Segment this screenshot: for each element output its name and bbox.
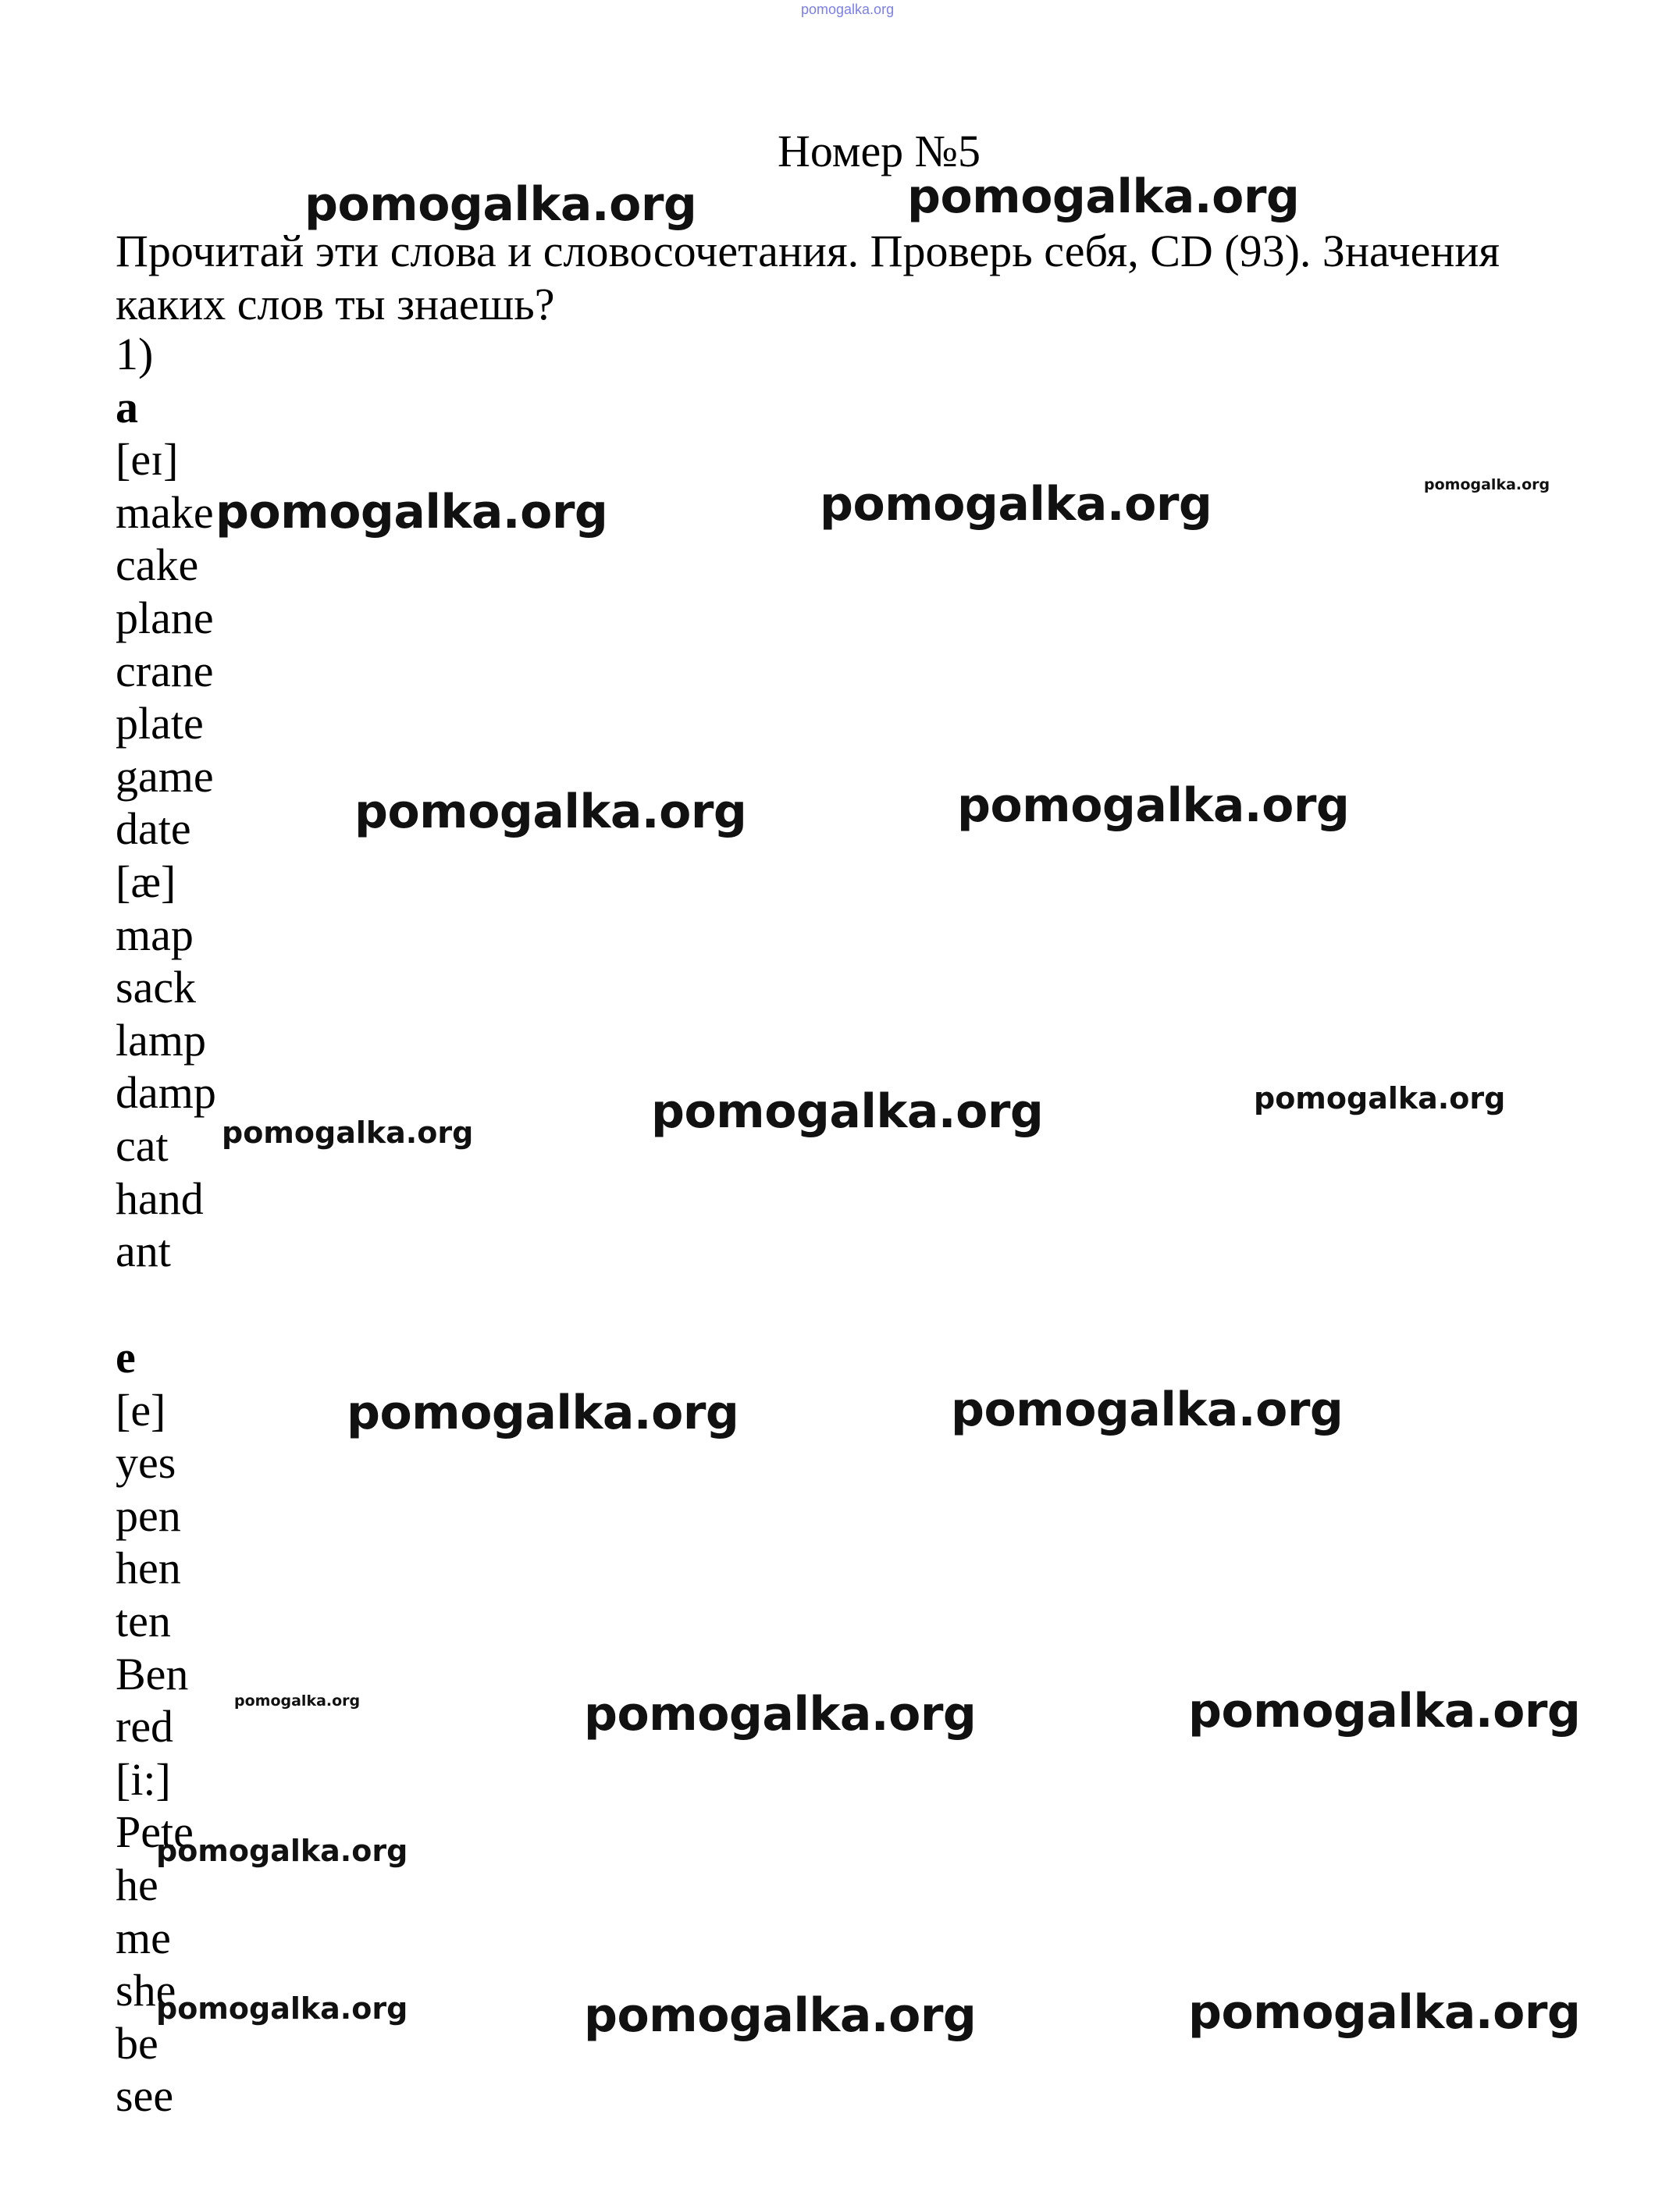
word-item: plane [116,592,214,643]
top-watermark: pomogalka.org [801,2,895,17]
sound-label: [e] [116,1384,166,1436]
word-item: cat [116,1119,169,1171]
watermark: pomogalka.org [1424,476,1550,493]
watermark: pomogalka.org [1188,1684,1581,1738]
word-item: he [116,1859,158,1910]
page-title: Номер №5 [777,126,981,176]
word-item: date [116,803,191,855]
word-item: make [116,486,214,538]
watermark: pomogalka.org [304,177,697,232]
exercise-number: 1) [116,329,154,379]
word-item: Ben [116,1648,189,1699]
word-item: damp [116,1067,216,1119]
word-item: sack [116,962,197,1013]
sound-label: [i:] [116,1753,171,1805]
watermark: pomogalka.org [234,1692,361,1710]
watermark: pomogalka.org [584,1687,977,1742]
word-item: game [116,750,214,802]
word-item: Pete [116,1806,194,1858]
watermark: pomogalka.org [156,1834,408,1868]
word-item: map [116,909,194,960]
instruction-text: Прочитай эти слова и словосочетания. Проверь себя, CD (93). Значения каких слов ты знаешь? [116,226,1500,329]
watermark: pomogalka.org [651,1084,1044,1139]
word-item: crane [116,645,214,696]
watermark: pomogalka.org [347,1386,739,1440]
word-item: see [116,2070,174,2122]
sound-label: [æ] [116,856,176,907]
word-item: red [116,1701,174,1753]
word-item: cake [116,539,199,591]
word-item: be [116,2017,158,2069]
word-item: ten [116,1595,171,1646]
watermark: pomogalka.org [1254,1081,1506,1116]
word-item: lamp [116,1014,206,1066]
word-item: hen [116,1543,181,1594]
watermark: pomogalka.org [222,1116,474,1150]
watermark: pomogalka.org [215,485,608,539]
watermark: pomogalka.org [354,785,747,839]
section-letter-e: e [116,1332,136,1382]
watermark: pomogalka.org [1188,1985,1581,2040]
word-item: she [116,1965,176,2016]
watermark: pomogalka.org [820,477,1212,532]
watermark: pomogalka.org [957,778,1350,833]
word-item: plate [116,698,204,749]
word-item: yes [116,1437,176,1489]
watermark: pomogalka.org [156,1991,408,2026]
word-item: ant [116,1226,171,1277]
sound-label: [eɪ] [116,434,179,486]
watermark: pomogalka.org [951,1382,1344,1437]
section-a-list [116,328,216,1278]
word-item: hand [116,1173,204,1224]
word-item: pen [116,1489,181,1541]
watermark: pomogalka.org [584,1988,977,2043]
watermark: pomogalka.org [907,169,1300,224]
section-letter-a: a [116,381,138,432]
word-item: me [116,1912,171,1963]
